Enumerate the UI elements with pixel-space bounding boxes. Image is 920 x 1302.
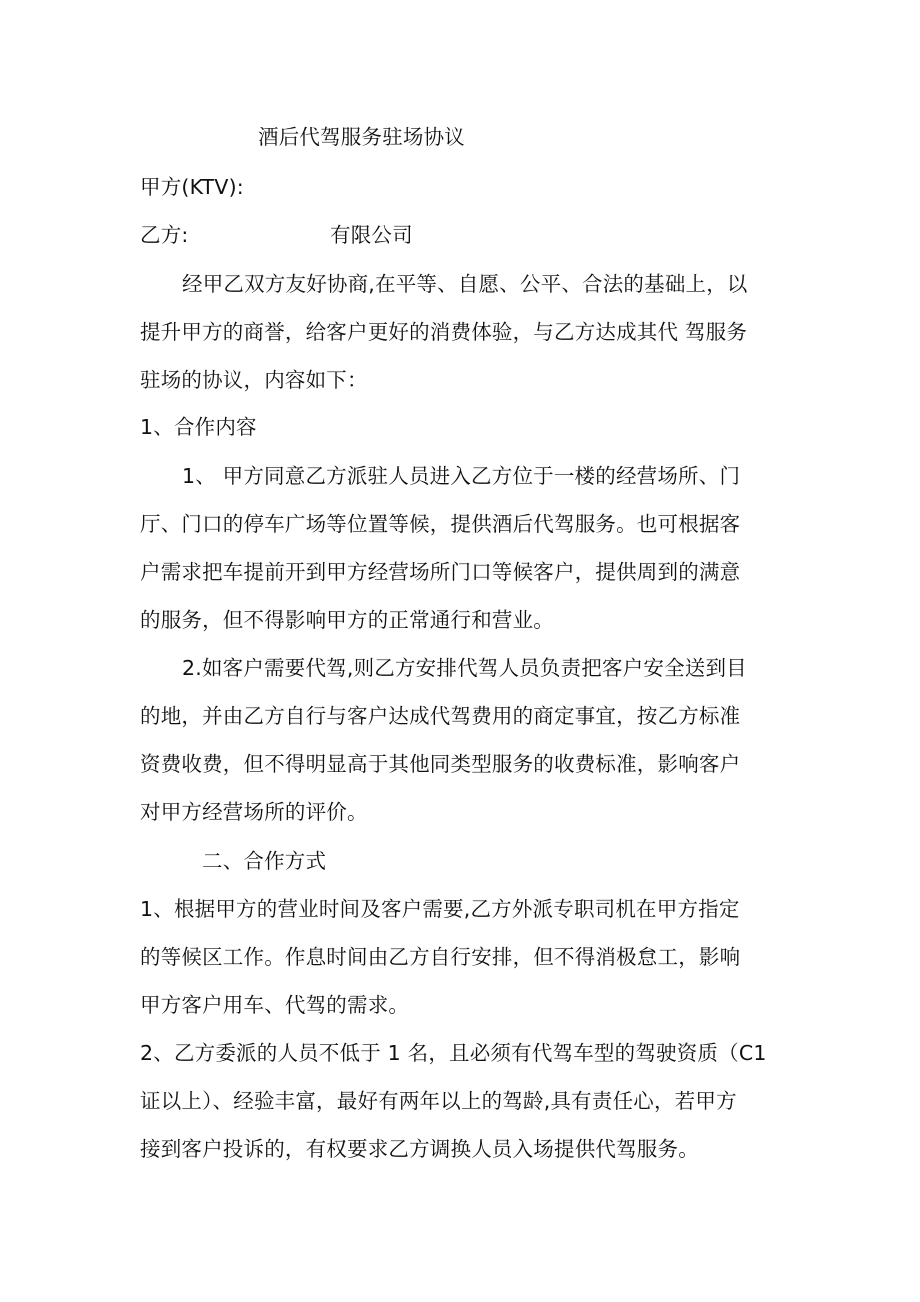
document-title: 酒后代驾服务驻场协议 [258,125,465,149]
clause-2-2-line: 证以上）、经验丰富，最好有两年以上的驾龄,具有责任心，若甲方 [140,1089,737,1113]
clause-2-1-line: 的等候区工作。作息时间由乙方自行安排，但不得消极怠工，影响 [140,945,741,969]
clause-2-1-line: 甲方客户用车、代驾的需求。 [140,993,410,1017]
clause-1-1-line: 的服务，但不得影响甲方的正常通行和营业。 [140,608,554,632]
section-2-heading: 二、合作方式 [202,849,327,873]
clause-1-1-line: 1、 甲方同意乙方派驻人员进入乙方位于一楼的经营场所、门 [182,464,741,488]
clause-1-2-line: 对甲方经营场所的评价。 [140,800,368,824]
intro-line: 经甲乙双方友好协商,在平等、自愿、公平、合法的基础上，以 [182,272,748,296]
party-b-line [140,222,540,248]
clause-1-1-line: 户需求把车提前开到甲方经营场所门口等候客户，提供周到的满意 [140,560,741,584]
clause-2-1-line: 1、根据甲方的营业时间及客户需要,乙方外派专职司机在甲方指定 [140,897,740,921]
party-b-label: 乙方: [140,223,189,247]
clause-1-2-line: 2.如客户需要代驾,则乙方安排代驾人员负责把客户安全送到目 [182,656,747,680]
clause-1-2-line: 资费收费，但不得明显高于其他同类型服务的收费标准，影响客户 [140,752,741,776]
intro-line: 提升甲方的商誉，给客户更好的消费体验，与乙方达成其代 驾服务 [140,320,748,344]
clause-2-2-line: 接到客户投诉的，有权要求乙方调换人员入场提供代驾服务。 [140,1137,699,1161]
clause-1-2-line: 的地，并由乙方自行与客户达成代驾费用的商定事宜，按乙方标准 [140,704,741,728]
party-b-company-suffix: 有限公司 [330,223,413,247]
clause-1-1-line: 厅、门口的停车广场等位置等候，提供酒后代驾服务。也可根据客 [140,512,741,536]
clause-2-2-line: 2、乙方委派的人员不低于 1 名，且必须有代驾车型的驾驶资质（C1 [140,1041,767,1065]
section-1-heading: 1、合作内容 [140,415,257,439]
party-a-line: 甲方(KTV): [140,175,244,199]
intro-line: 驻场的协议，内容如下： [140,368,368,392]
